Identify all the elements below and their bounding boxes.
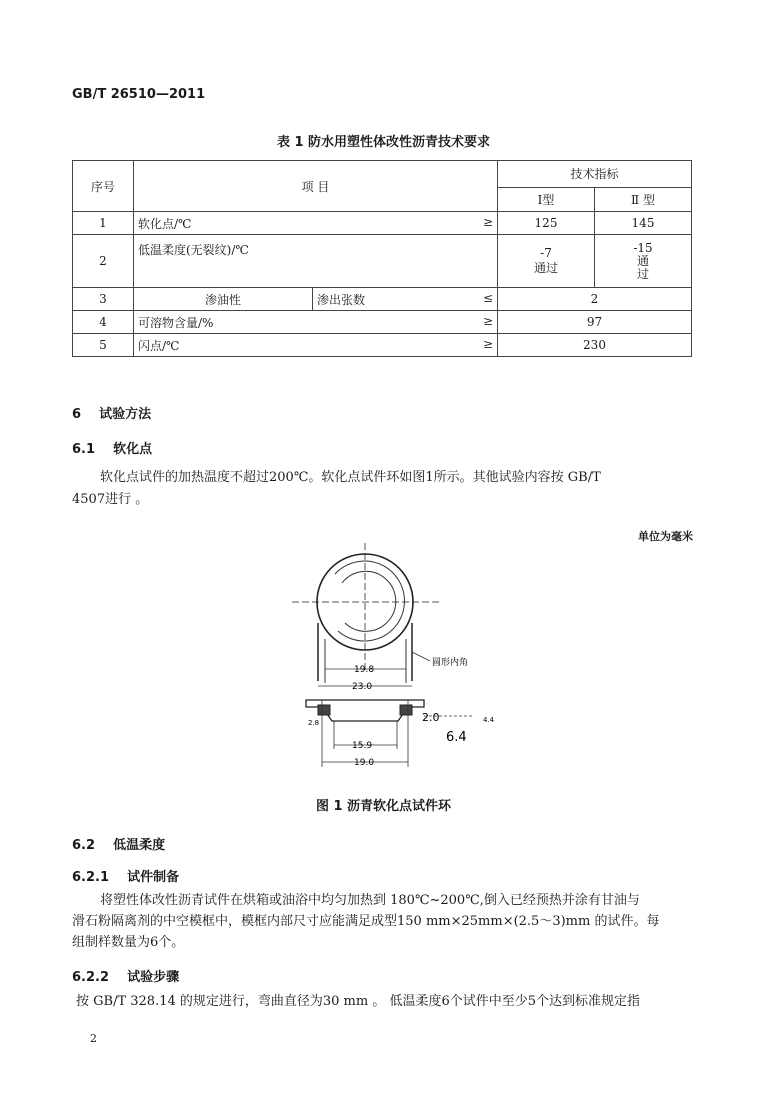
table-row: 4 可溶物含量/% ≥ 97 [73, 311, 692, 334]
paragraph-6-1-line1: 软化点试件的加热温度不超过200℃。软化点试件环如图1所示。其他试验内容按 GB/T [100, 470, 601, 485]
table-row: 3 渗油性 渗出张数 ≤ 2 [73, 288, 692, 311]
section-6-2-1-heading: 6.2.1 试件制备 [72, 870, 180, 885]
paragraph-6-2-2-line1: 按 GB/T 328.14 的规定进行，弯曲直径为30 mm 。 低温柔度6个试件中至少5个达到标准规定指 [76, 994, 641, 1009]
dim-2-8: 2.8 [308, 719, 320, 727]
section-6-heading: 6 试验方法 [72, 407, 152, 422]
section-6-1-heading: 6.1 软化点 [72, 442, 153, 457]
dim-4-4: 4.4 [483, 716, 495, 724]
header-no: 序号 [73, 161, 134, 212]
paragraph-6-2-1-line1: 将塑性体改性沥青试件在烘箱或油浴中均匀加热到 180℃~200℃,倒入已经预热并涂有甘油与 [100, 893, 640, 908]
dim-23-0: 23.0 [352, 682, 373, 692]
paragraph-6-1-line2: 4507进行 。 [72, 492, 149, 507]
dim-19-0: 19.0 [354, 758, 375, 768]
standard-number: GB/T 26510—2011 [72, 87, 206, 102]
figure-caption: 图 1 沥青软化点试件环 [315, 799, 452, 814]
unit-note: 单位为毫米 [638, 530, 693, 543]
header-type1: Ⅰ型 [498, 187, 595, 211]
spec-table [72, 160, 692, 357]
dim-19-8: 19.8 [354, 665, 375, 675]
dim-15-9: 15.9 [352, 741, 373, 751]
table-row: 5 闪点/℃ ≥ 230 [73, 334, 692, 357]
table-caption: 表 1 防水用塑性体改性沥青技术要求 [276, 135, 491, 150]
paragraph-6-2-1-line2: 滑石粉隔离剂的中空模框中，模框内部尺寸应能满足成型150 mm×25mm×(2.5～3)mm 的试件。每 [72, 914, 660, 929]
table-row: 2 低温柔度(无裂纹)/℃ -7 通过 -15 通 过 [73, 235, 692, 288]
header-type2: Ⅱ 型 [595, 187, 692, 211]
header-index: 技术指标 [498, 161, 692, 188]
section-6-2-2-heading: 6.2.2 试验步骤 [72, 970, 180, 985]
label-rounded-corner: 圆形内角 [432, 658, 469, 668]
paragraph-6-2-1-line3: 组制样数量为6个。 [72, 935, 185, 950]
page-number: 2 [90, 1032, 97, 1045]
dim-6-4: 6.4 [446, 730, 467, 745]
softening-ring-figure [280, 543, 520, 773]
dim-2-0: 2.0 [422, 711, 440, 724]
section-6-2-heading: 6.2 低温柔度 [72, 838, 166, 853]
header-item: 项 目 [134, 161, 498, 212]
table-row: 1 软化点/℃ ≥ 125 145 [73, 212, 692, 235]
